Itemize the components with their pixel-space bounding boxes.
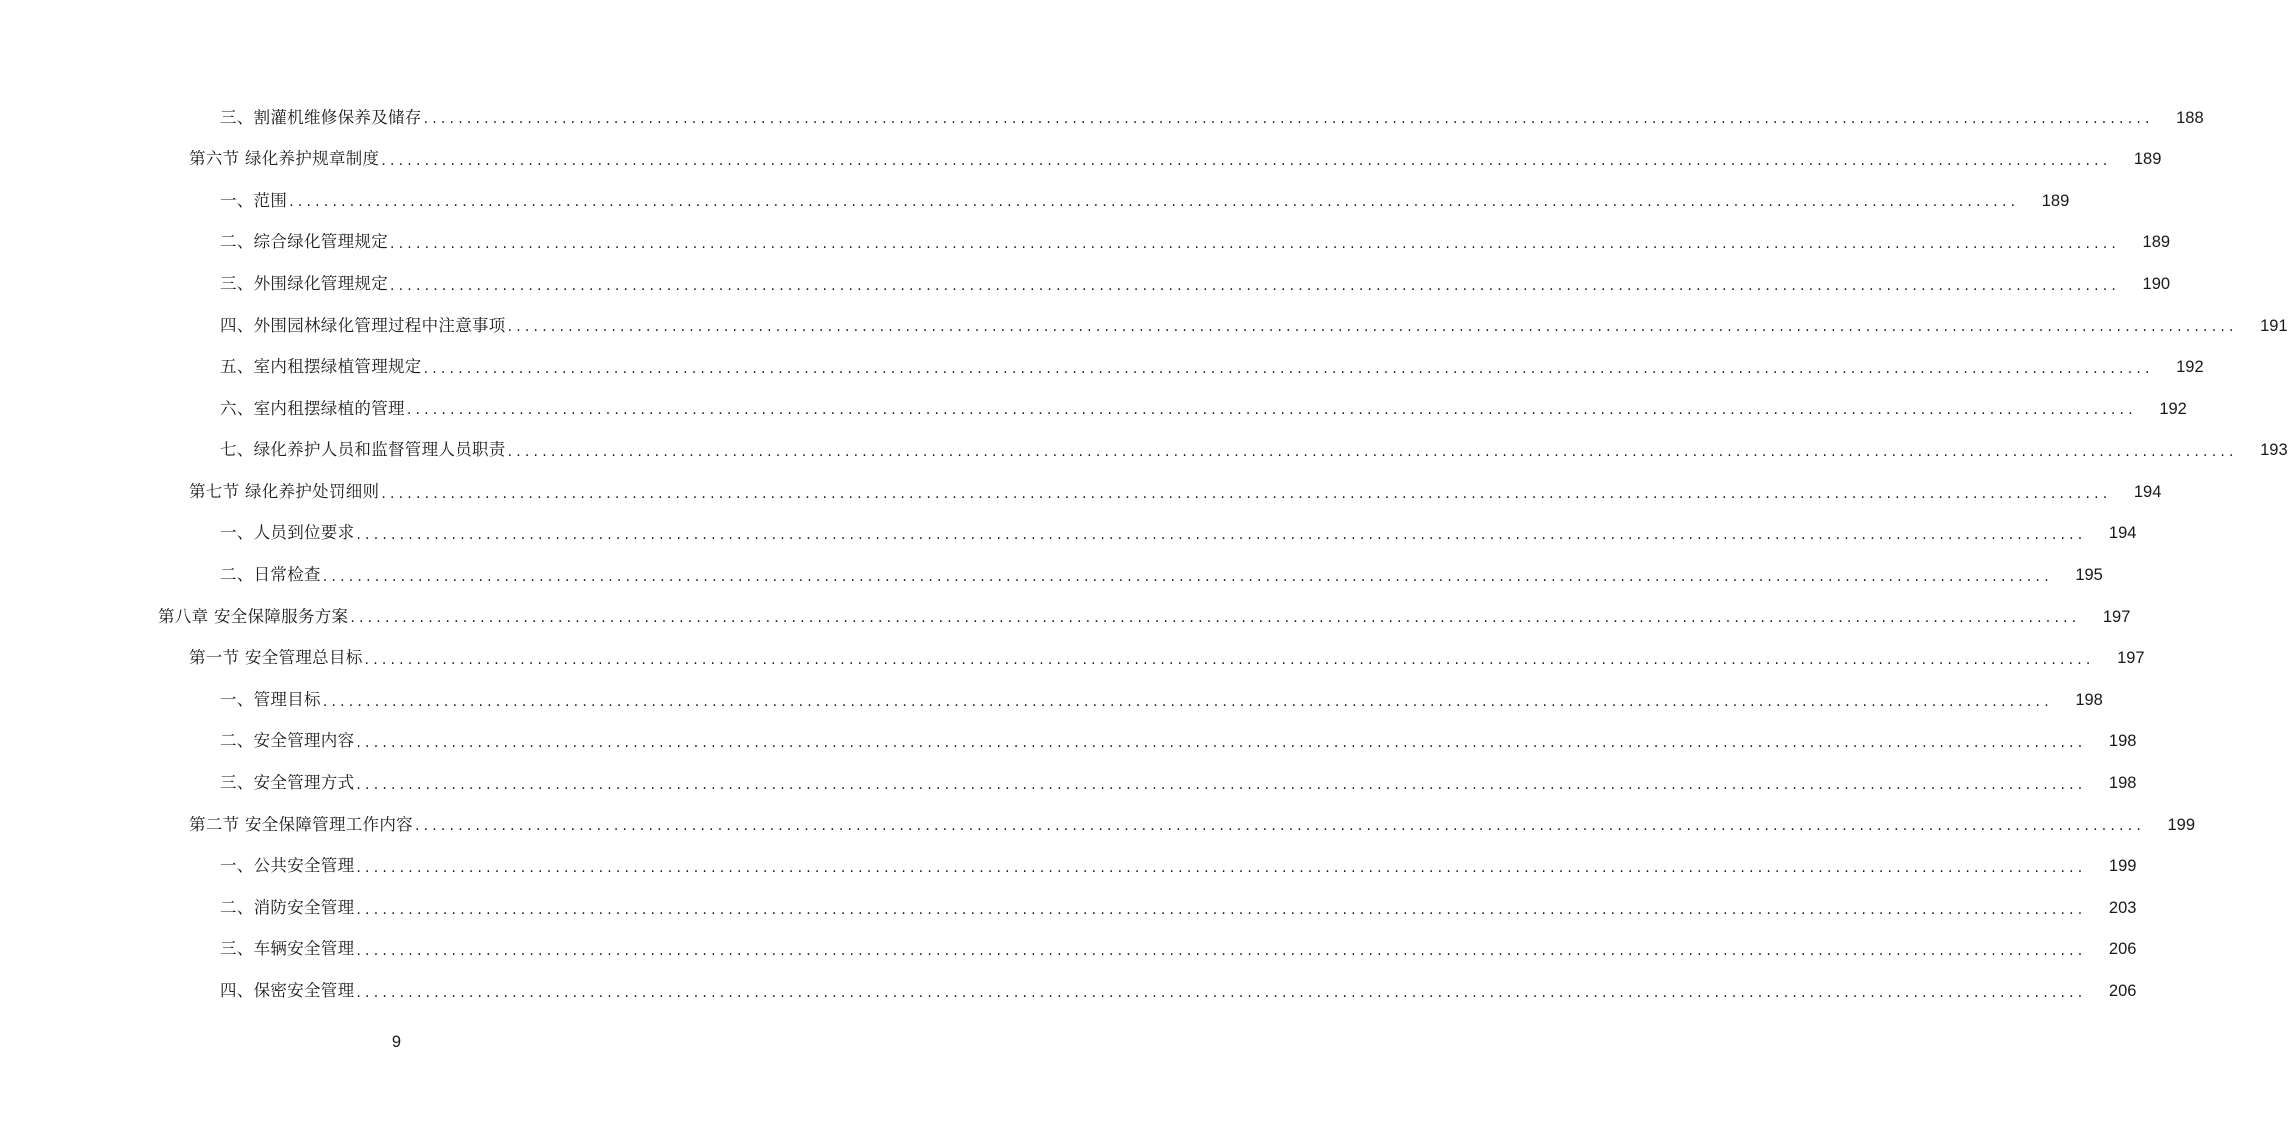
- toc-dot-leader: ........................................................................................................................................................................................................: [356, 901, 2087, 918]
- toc-entry-title: 三、车辆安全管理: [220, 939, 355, 959]
- toc-entry[interactable]: [0, 513, 2137, 555]
- toc-dot-leader: ........................................................................................................................................................................................................: [414, 818, 2145, 835]
- toc-entry-title: 四、外围园林绿化管理过程中注意事项: [220, 315, 506, 335]
- toc-dot-leader: ........................................................................................................................................................................................................: [356, 984, 2087, 1001]
- toc-entry[interactable]: [0, 846, 2137, 888]
- toc-entry[interactable]: [0, 263, 2171, 305]
- toc-dot-leader: ........................................................................................................................................................................................................: [356, 776, 2087, 793]
- toc-entry-title: 二、消防安全管理: [220, 897, 355, 917]
- toc-dot-leader: ........................................................................................................................................................................................................: [356, 943, 2087, 960]
- toc-entry[interactable]: [0, 887, 2137, 929]
- toc-entry-page: 194: [2133, 482, 2162, 501]
- toc-entry-page: 189: [2142, 233, 2171, 252]
- toc-entry-page: 189: [2041, 191, 2070, 210]
- toc-entry[interactable]: [0, 763, 2137, 805]
- toc-entry-page: 188: [2176, 108, 2204, 127]
- toc-entry[interactable]: [0, 679, 2103, 721]
- toc-entry-title: 二、日常检查: [220, 565, 321, 585]
- toc-entry[interactable]: [0, 929, 2137, 971]
- toc-entry[interactable]: [0, 804, 2195, 846]
- toc-entry-page: 195: [2075, 566, 2103, 585]
- toc-entry-page: 203: [2108, 898, 2137, 917]
- toc-entry-page: 192: [2159, 399, 2187, 418]
- toc-entry-page: 189: [2133, 150, 2162, 169]
- toc-entry-title: 一、人员到位要求: [220, 523, 355, 543]
- toc-entry-page: 206: [2108, 940, 2137, 959]
- toc-entry-title: 三、割灌机维修保养及储存: [220, 107, 422, 127]
- toc-dot-leader: ........................................................................................................................................................................................................: [356, 859, 2087, 876]
- toc-dot-leader: ........................................................................................................................................................................................................: [381, 152, 2112, 169]
- toc-entry[interactable]: [0, 555, 2103, 597]
- toc-entry[interactable]: [0, 430, 2288, 472]
- toc-entry[interactable]: [0, 471, 2162, 513]
- toc-entry-title: 一、公共安全管理: [220, 856, 355, 876]
- toc-entry-page: 206: [2108, 982, 2137, 1001]
- toc-entry[interactable]: [0, 596, 2131, 638]
- toc-entry-title: 第二节 安全保障管理工作内容: [189, 814, 413, 834]
- toc-dot-leader: ........................................................................................................................................................................................................: [390, 236, 2121, 253]
- toc-dot-leader: ........................................................................................................................................................................................................: [423, 360, 2154, 377]
- toc-entry[interactable]: [0, 970, 2137, 1012]
- toc-entry-page: 190: [2142, 274, 2171, 293]
- page-number: 9: [391, 1033, 402, 1051]
- toc-entry[interactable]: [0, 638, 2145, 680]
- toc-entry-page: 198: [2108, 774, 2137, 793]
- toc-entry-title: 第一节 安全管理总目标: [189, 648, 363, 668]
- toc-entry-title: 三、安全管理方式: [220, 773, 355, 793]
- table-of-contents: [0, 97, 2288, 1012]
- toc-dot-leader: ........................................................................................................................................................................................................: [507, 444, 2238, 461]
- toc-dot-leader: ........................................................................................................................................................................................................: [356, 527, 2087, 544]
- toc-entry-title: 二、综合绿化管理规定: [220, 232, 388, 252]
- toc-entry-page: 199: [2108, 857, 2137, 876]
- toc-entry[interactable]: [0, 347, 2204, 389]
- toc-entry-page: 192: [2176, 358, 2204, 377]
- toc-entry-title: 第七节 绿化养护处罚细则: [189, 481, 380, 501]
- toc-dot-leader: ........................................................................................................................................................................................................: [350, 610, 2081, 627]
- toc-entry-page: 198: [2075, 690, 2103, 709]
- toc-entry-title: 四、保密安全管理: [220, 981, 355, 1001]
- toc-entry-page: 199: [2167, 815, 2195, 834]
- toc-entry-page: 191: [2260, 316, 2288, 335]
- toc-entry[interactable]: [0, 388, 2187, 430]
- toc-entry-page: 198: [2108, 732, 2137, 751]
- toc-dot-leader: ........................................................................................................................................................................................................: [322, 693, 2053, 710]
- toc-entry[interactable]: [0, 139, 2162, 181]
- toc-dot-leader: ........................................................................................................................................................................................................: [356, 735, 2087, 752]
- toc-entry-title: 七、绿化养护人员和监督管理人员职责: [220, 440, 506, 460]
- toc-entry[interactable]: [0, 305, 2288, 347]
- toc-dot-leader: ........................................................................................................................................................................................................: [381, 485, 2112, 502]
- toc-entry-page: 197: [2102, 607, 2131, 626]
- toc-dot-leader: ........................................................................................................................................................................................................: [406, 402, 2137, 419]
- toc-entry-title: 三、外围绿化管理规定: [220, 273, 388, 293]
- toc-entry[interactable]: [0, 222, 2171, 264]
- toc-dot-leader: ........................................................................................................................................................................................................: [390, 277, 2121, 294]
- toc-entry-title: 第八章 安全保障服务方案: [158, 606, 349, 626]
- toc-entry-page: 197: [2117, 649, 2145, 668]
- toc-dot-leader: ........................................................................................................................................................................................................: [289, 194, 2020, 211]
- toc-entry[interactable]: [0, 97, 2204, 139]
- toc-entry-page: 194: [2108, 524, 2137, 543]
- toc-entry-page: 193: [2260, 441, 2288, 460]
- toc-entry[interactable]: [0, 180, 2070, 222]
- toc-entry-title: 六、室内租摆绿植的管理: [220, 398, 405, 418]
- toc-dot-leader: ........................................................................................................................................................................................................: [364, 652, 2095, 669]
- toc-entry-title: 第六节 绿化养护规章制度: [189, 149, 380, 169]
- toc-entry-title: 一、管理目标: [220, 689, 321, 709]
- toc-entry[interactable]: [0, 721, 2137, 763]
- toc-dot-leader: ........................................................................................................................................................................................................: [322, 568, 2053, 585]
- toc-entry-title: 二、安全管理内容: [220, 731, 355, 751]
- toc-entry-title: 五、室内租摆绿植管理规定: [220, 357, 422, 377]
- toc-dot-leader: ........................................................................................................................................................................................................: [423, 111, 2154, 128]
- toc-entry-title: 一、范围: [220, 190, 288, 210]
- toc-dot-leader: ........................................................................................................................................................................................................: [507, 319, 2238, 336]
